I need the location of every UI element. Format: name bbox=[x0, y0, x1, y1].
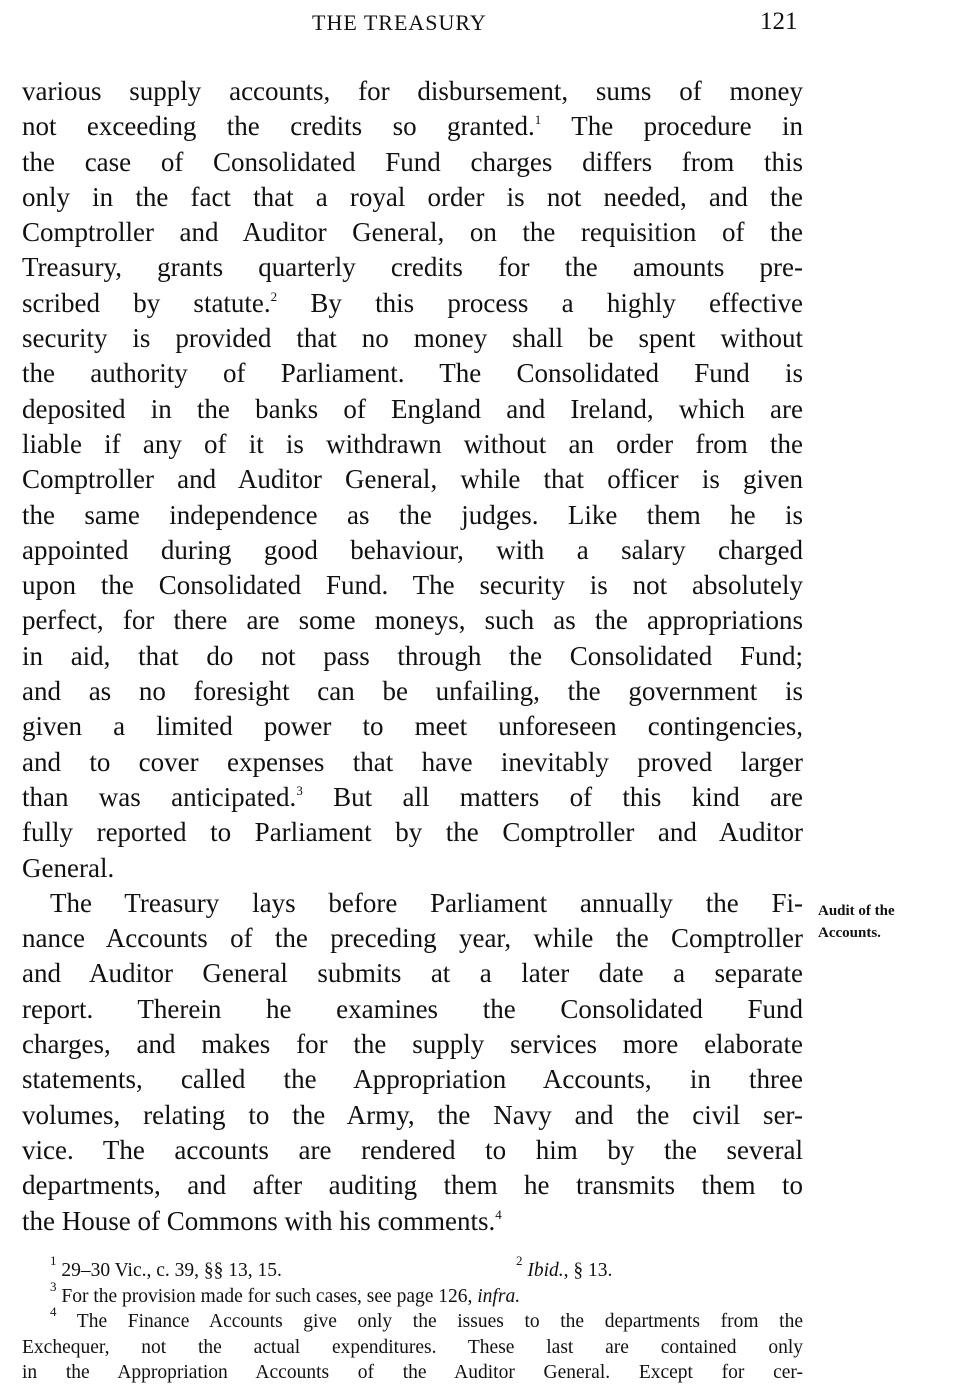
body-line: than was anticipated.$^3$ But all matters of this kind are bbox=[22, 781, 803, 812]
body-line: upon the Consolidated Fund. The security is not absolutely bbox=[22, 570, 803, 601]
margin-note-line: Audit of the bbox=[818, 903, 895, 919]
body-line: charges, and makes for the supply services more elaborate bbox=[22, 1029, 803, 1060]
note-ref: 2 bbox=[270, 288, 278, 304]
body-line: The Treasury lays before Parliament annually the Fi- bbox=[50, 887, 803, 918]
body-line: liable if any of it is withdrawn without an order from the bbox=[22, 428, 803, 459]
body-line: perfect, for there are some moneys, such as the appropriations bbox=[22, 605, 803, 636]
body-text bbox=[22, 74, 803, 1239]
body-line: Comptroller and Auditor General, while that officer is given bbox=[22, 464, 803, 495]
body-line: security is provided that no money shall be spent without bbox=[22, 323, 803, 354]
note-ref: 3 bbox=[296, 782, 303, 798]
body-line: General. bbox=[22, 852, 115, 883]
body-line: fully reported to Parliament by the Comptroller and Auditor bbox=[22, 817, 803, 848]
body-line: the authority of Parliament. The Consolidated Fund is bbox=[22, 358, 803, 389]
body-line: appointed during good behaviour, with a salary charged bbox=[22, 534, 803, 565]
note-ref: 4 bbox=[495, 1206, 502, 1222]
body-line: the case of Consolidated Fund charges differs from this bbox=[22, 146, 803, 177]
body-line: and to cover expenses that have inevitably proved larger bbox=[22, 746, 803, 777]
margin-note-line: Accounts. bbox=[818, 925, 881, 941]
body-line: only in the fact that a royal order is not needed, and the bbox=[22, 181, 803, 212]
body-line: deposited in the banks of England and Ireland, which are bbox=[22, 393, 803, 424]
running-header bbox=[0, 10, 957, 44]
footnote-4-cont: Exchequer, not the actual expenditures. These last are contained only bbox=[22, 1336, 803, 1358]
page-number: 121 bbox=[760, 8, 798, 35]
body-line: statements, called the Appropriation Accounts, in three bbox=[22, 1064, 803, 1095]
footnote-4: $^4$ The Finance Accounts give only the issues to the departments from the bbox=[50, 1304, 803, 1332]
footnote-3: $^3$ For the provision made for such cases, see page 126, infra. bbox=[50, 1278, 521, 1307]
body-line: report. Therein he examines the Consolidated Fund bbox=[22, 993, 803, 1024]
footnote-4-cont: in the Appropriation Accounts of the Auditor General. Except for cer- bbox=[22, 1362, 803, 1383]
footnote-row bbox=[22, 1253, 803, 1284]
body-line: and Auditor General submits at a later date a separate bbox=[22, 958, 803, 989]
footnote-2: $^2$ Ibid., § 13. bbox=[516, 1253, 613, 1281]
footnote-1: $^1$ 29–30 Vic., c. 39, §§ 13, 15. bbox=[50, 1253, 282, 1281]
body-line: volumes, relating to the Army, the Navy and the civil ser- bbox=[22, 1099, 803, 1130]
body-line: Comptroller and Auditor General, on the requisition of the bbox=[22, 217, 803, 248]
body-line: not exceeding the credits so granted.$^1$ The procedure in bbox=[22, 111, 803, 142]
body-line: the House of Commons with his comments.$^4$ bbox=[22, 1205, 502, 1236]
body-line: nance Accounts of the preceding year, while the Comptroller bbox=[22, 923, 803, 954]
running-title: THE TREASURY bbox=[312, 10, 487, 35]
body-line: and as no foresight can be unfailing, the government is bbox=[22, 676, 803, 707]
body-line: various supply accounts, for disbursement, sums of money bbox=[22, 76, 803, 106]
body-line: in aid, that do not pass through the Consolidated Fund; bbox=[22, 640, 803, 671]
body-line: departments, and after auditing them he transmits them to bbox=[22, 1170, 803, 1201]
body-line: the same independence as the judges. Like them he is bbox=[22, 499, 803, 530]
body-line: vice. The accounts are rendered to him by the several bbox=[22, 1134, 803, 1165]
body-line: given a limited power to meet unforeseen contingencies, bbox=[22, 711, 803, 742]
margin-note bbox=[818, 900, 948, 944]
note-ref: 1 bbox=[534, 112, 542, 128]
footnotes bbox=[22, 1253, 803, 1386]
body-line: Treasury, grants quarterly credits for the amounts pre- bbox=[22, 252, 803, 283]
body-line: scribed by statute.$^2$ By this process a highly effective bbox=[22, 287, 803, 318]
